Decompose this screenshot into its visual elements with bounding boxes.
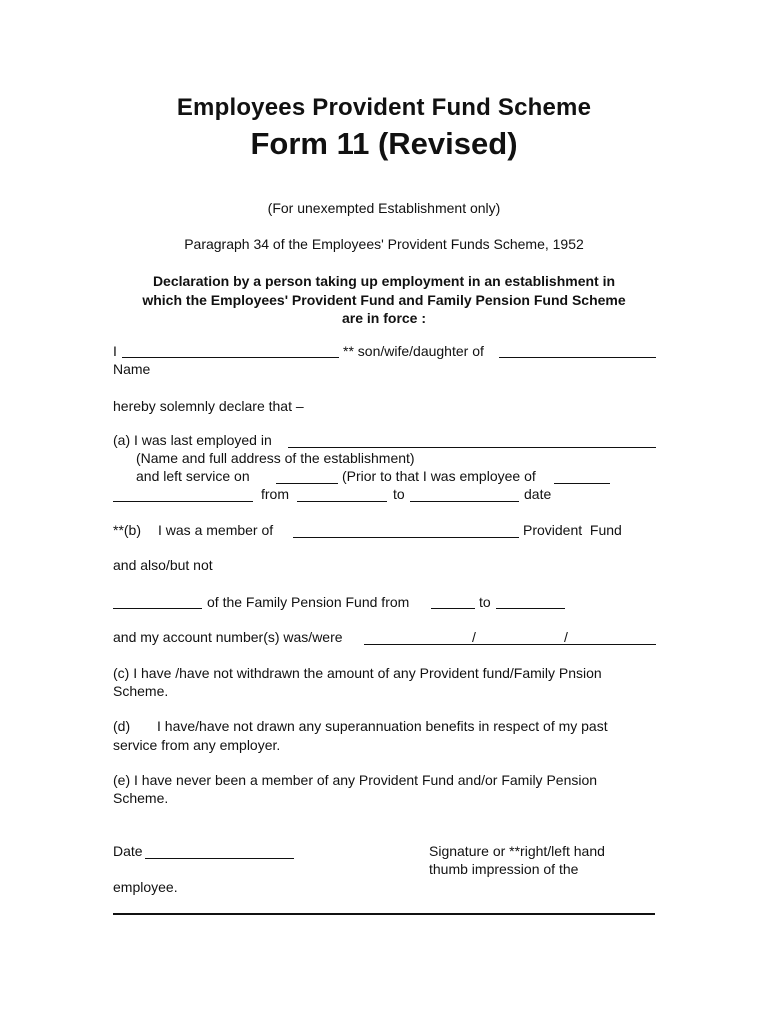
prior-employer-blank[interactable] — [554, 483, 610, 484]
item-d-label: (d) — [113, 718, 131, 734]
date-blank[interactable] — [145, 858, 294, 859]
relation-label: ** son/wife/daughter of — [343, 343, 484, 359]
item-e-line-1: (e) I have never been a member of any Provident Fund and/or Family Pension — [113, 772, 598, 788]
pension-from-blank[interactable] — [431, 608, 475, 609]
account-number-blank[interactable] — [364, 644, 656, 645]
signature-line-1: Signature or **right/left hand — [429, 843, 605, 859]
signature-line-2: thumb impression of the — [429, 861, 579, 877]
declaration-line-3: are in force : — [341, 310, 427, 326]
item-b-text: I was a member of — [158, 522, 274, 538]
to-date-blank[interactable] — [410, 501, 519, 502]
item-b-provident-fund: Provident Fund — [523, 522, 622, 538]
item-d-line-2: service from any employer. — [113, 737, 281, 753]
item-c-line-2: Scheme. — [113, 683, 169, 699]
signature-rule — [113, 913, 655, 915]
date-label: Date — [113, 843, 143, 859]
family-pension-blank[interactable] — [113, 608, 202, 609]
establishment-blank[interactable] — [288, 447, 656, 448]
item-a-prior-employee: (Prior to that I was employee of — [342, 468, 536, 484]
parent-name-blank[interactable] — [499, 357, 656, 358]
declaration-heading — [0, 272, 768, 328]
prior-employer-blank-2[interactable] — [113, 501, 253, 502]
item-a-date: date — [524, 486, 552, 502]
paragraph-reference: Paragraph 34 of the Employees' Provident Funds Scheme, 1952 — [184, 236, 584, 252]
item-a-address-note: (Name and full address of the establishment) — [136, 450, 415, 466]
item-a-text: (a) I was last employed in — [113, 432, 272, 448]
form-title: Form 11 (Revised) — [250, 126, 518, 161]
item-c-line-1: (c) I have /have not withdrawn the amount of any Provident fund/Family Pnsion — [113, 665, 602, 681]
provident-fund-blank[interactable] — [293, 537, 519, 538]
item-a-to: to — [393, 486, 405, 502]
from-date-blank[interactable] — [297, 501, 387, 502]
left-service-date-blank[interactable] — [276, 483, 338, 484]
pension-to-blank[interactable] — [496, 608, 565, 609]
declaration-line-2: which the Employees' Provident Fund and Family Pension Fund Scheme — [142, 291, 626, 308]
declaration-line-1: Declaration by a person taking up employment in an establishment in — [152, 273, 616, 289]
form-subtitle: (For unexempted Establishment only) — [267, 200, 501, 216]
item-d-line-1: I have/have not drawn any superannuation benefits in respect of my past — [157, 718, 608, 734]
item-b-also: and also/but not — [113, 557, 213, 573]
scheme-title: Employees Provident Fund Scheme — [176, 94, 592, 121]
item-b-label: **(b) — [113, 522, 142, 538]
name-blank[interactable] — [122, 357, 339, 358]
account-slash-2: / — [564, 629, 568, 645]
name-label: Name — [113, 361, 151, 377]
employee-label: employee. — [113, 879, 178, 895]
declare-text: hereby solemnly declare that – — [113, 398, 304, 414]
item-b-family-pension: of the Family Pension Fund from — [207, 594, 410, 610]
item-a-from: from — [261, 486, 289, 502]
item-b-to: to — [479, 594, 491, 610]
account-slash-1: / — [472, 629, 476, 645]
name-line-i: I — [113, 343, 117, 359]
item-e-line-2: Scheme. — [113, 790, 169, 806]
account-label: and my account number(s) was/were — [113, 629, 343, 645]
item-a-left-service: and left service on — [136, 468, 250, 484]
